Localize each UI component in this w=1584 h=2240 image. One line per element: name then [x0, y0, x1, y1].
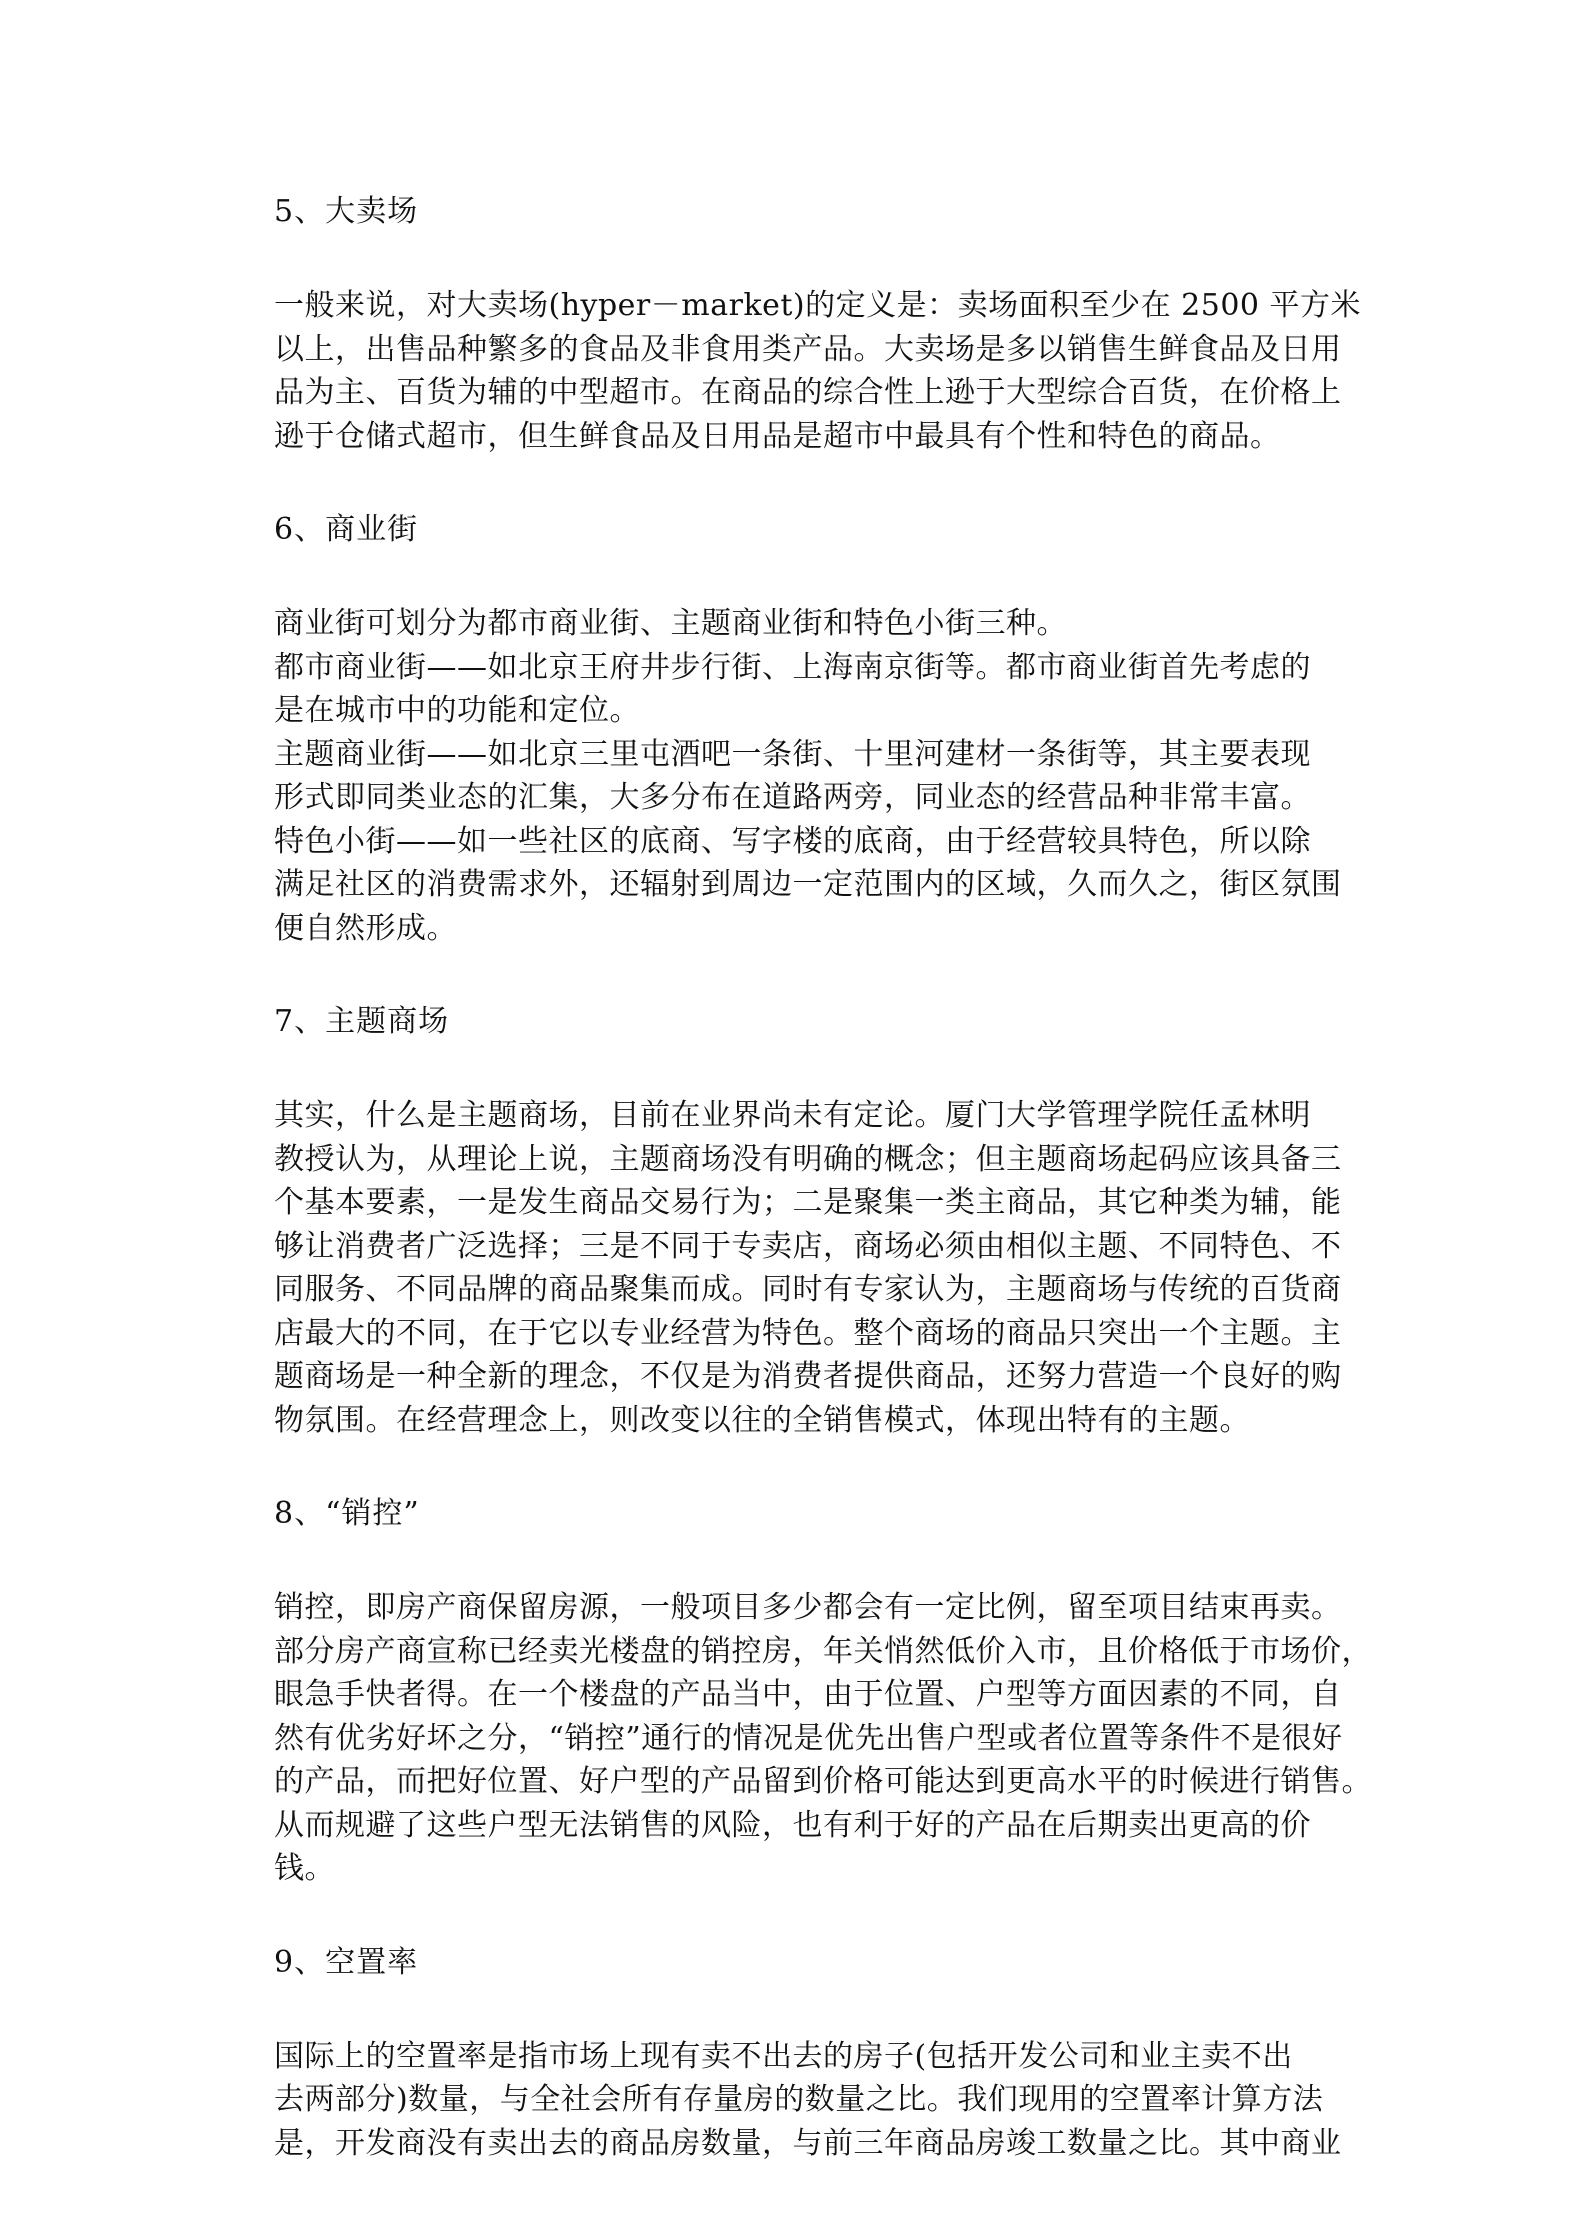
section-6-paragraph-2	[238, 646, 1348, 733]
section-7-paragraph	[238, 1094, 1348, 1442]
text-line: 去两部分)数量，与全社会所有存量房的数量之比。我们现用的空置率计算方法	[274, 2082, 1324, 2117]
text-line: 眼急手快者得。在一个楼盘的产品当中，由于位置、户型等方面因素的不同，自	[274, 1677, 1342, 1712]
text-line: 便自然形成。	[274, 910, 457, 946]
text-line: 是在城市中的功能和定位。	[274, 693, 640, 728]
text-line: 钱。	[274, 1851, 335, 1886]
text-line: 个基本要素，一是发生商品交易行为；二是聚集一类主商品，其它种类为辅，能	[274, 1185, 1342, 1220]
text-line: 一般来说，对大卖场(hyper－market)的定义是：卖场面积至少在 2500 平方米	[274, 288, 1362, 323]
text-line: 同服务、不同品牌的商品聚集而成。同时有专家认为，主题商场与传统的百货商	[274, 1272, 1342, 1307]
section-heading-6: 6、商业街	[274, 512, 419, 547]
text-line: 特色小街——如一些社区的底商、写字楼的底商，由于经营较具特色，所以除	[274, 823, 1311, 859]
text-line: 形式即同类业态的汇集，大多分布在道路两旁，同业态的经营品种非常丰富。	[274, 780, 1311, 815]
section-6-paragraph-3	[238, 733, 1348, 820]
section-5-paragraph	[238, 284, 1362, 458]
text-line: 教授认为，从理论上说，主题商场没有明确的概念；但主题商场起码应该具备三	[274, 1141, 1342, 1177]
section-8-paragraph	[238, 1586, 1372, 1891]
text-line: 题商场是一种全新的理念，不仅是为消费者提供商品，还努力营造一个良好的购	[274, 1359, 1342, 1394]
section-6-paragraph-1	[238, 602, 1348, 646]
text-line: 都市商业街——如北京王府井步行街、上海南京街等。都市商业街首先考虑的	[274, 649, 1311, 685]
text-line: 主题商业街——如北京三里屯酒吧一条街、十里河建材一条街等，其主要表现	[274, 736, 1311, 772]
section-6-paragraph-4	[238, 820, 1348, 951]
section-heading-5: 5、大卖场	[274, 194, 419, 229]
text-line: 店最大的不同，在于它以专业经营为特色。整个商场的商品只突出一个主题。主	[274, 1315, 1342, 1351]
text-line: 部分房产商宣称已经卖光楼盘的销控房，年关悄然低价入市，且价格低于市场价，	[274, 1633, 1372, 1669]
text-line: 品为主、百货为辅的中型超市。在商品的综合性上逊于大型综合百货，在价格上	[274, 375, 1342, 410]
text-line: 从而规避了这些户型无法销售的风险，也有利于好的产品在后期卖出更高的价	[274, 1807, 1311, 1843]
text-line: 够让消费者广泛选择；三是不同于专卖店，商场必须由相似主题、不同特色、不	[274, 1228, 1342, 1264]
section-9-paragraph	[238, 2035, 1348, 2166]
text-line: 物氛围。在经营理念上，则改变以往的全销售模式，体现出特有的主题。	[274, 1402, 1250, 1438]
text-line: 国际上的空置率是指市场上现有卖不出去的房子(包括开发公司和业主卖不出	[274, 2038, 1293, 2074]
text-line: 的产品，而把好位置、好户型的产品留到价格可能达到更高水平的时候进行销售。	[274, 1764, 1372, 1799]
text-line: 逊于仓储式超市，但生鲜食品及日用品是超市中最具有个性和特色的商品。	[274, 418, 1281, 454]
section-heading-7: 7、主题商场	[274, 1004, 450, 1039]
text-line: 商业街可划分为都市商业街、主题商业街和特色小街三种。	[274, 606, 1067, 641]
text-line: 然有优劣好坏之分，“销控”通行的情况是优先出售户型或者位置等条件不是很好	[274, 1720, 1343, 1756]
document-body	[238, 168, 1372, 2215]
text-line: 满足社区的消费需求外，还辐射到周边一定范围内的区域，久而久之，街区氛围	[274, 867, 1342, 902]
text-line: 销控，即房产商保留房源，一般项目多少都会有一定比例，留至项目结束再卖。	[274, 1590, 1342, 1625]
text-line: 其实，什么是主题商场，目前在业界尚未有定论。厦门大学管理学院任孟林明	[274, 1098, 1311, 1133]
section-heading-9: 9、空置率	[274, 1944, 419, 1980]
section-heading-8: 8、“销控”	[274, 1496, 420, 1531]
text-line: 是，开发商没有卖出去的商品房数量，与前三年商品房竣工数量之比。其中商业	[274, 2125, 1342, 2161]
text-line: 以上，出售品种繁多的食品及非食用类产品。大卖场是多以销售生鲜食品及日用	[274, 331, 1342, 367]
